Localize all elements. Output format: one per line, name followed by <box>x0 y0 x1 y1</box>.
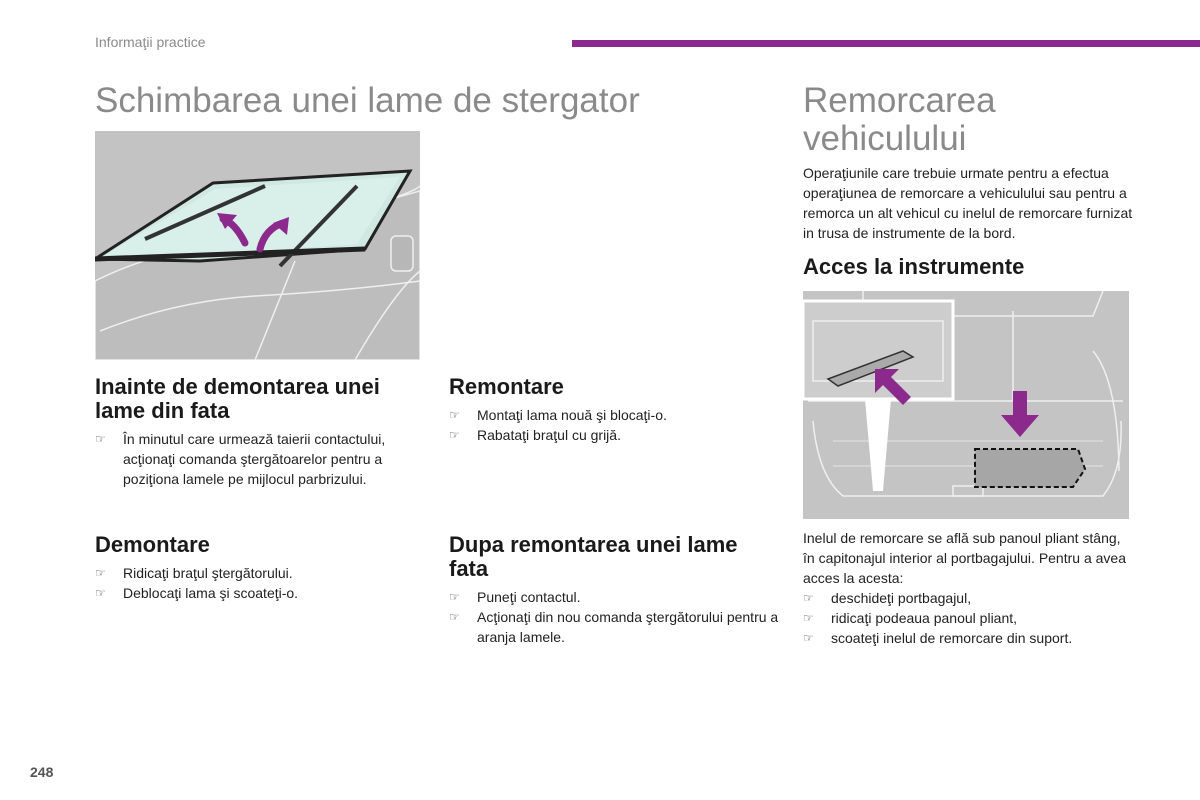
pointing-hand-icon: ☞ <box>449 408 460 422</box>
pointing-hand-icon: ☞ <box>95 586 106 600</box>
list-item <box>95 563 425 583</box>
remove-list <box>95 563 425 603</box>
before-heading: Inainte de demontarea unei lame din fata <box>95 374 380 423</box>
refit-heading: Remontare <box>449 374 564 399</box>
pointing-hand-icon: ☞ <box>95 566 106 580</box>
remove-heading: Demontare <box>95 532 210 557</box>
page-number: 248 <box>30 764 54 780</box>
list-item <box>449 425 779 445</box>
list-item-text: deschideţi portbagajul, <box>831 590 972 606</box>
list-item-text: ridicaţi podeaua panoul pliant, <box>831 610 1018 626</box>
list-item <box>449 587 779 607</box>
list-item <box>449 405 779 425</box>
list-item-text: Ridicaţi braţul ştergătorului. <box>123 565 293 581</box>
pointing-hand-icon: ☞ <box>803 611 814 625</box>
list-item <box>95 429 425 489</box>
after-list <box>449 587 779 647</box>
list-item-text: scoateţi inelul de remorcare din suport. <box>831 630 1073 646</box>
list-item <box>803 628 1133 648</box>
list-item-text: Rabataţi braţul cu grijă. <box>477 427 621 443</box>
list-item-text: În minutul care urmează taierii contactului, acţionaţi comanda ştergătoarelor pentru a poziţiona lamele pe mijlocul parbrizului. <box>123 431 386 487</box>
towing-title: Remorcarea vehiculului <box>803 81 996 158</box>
access-list <box>803 588 1133 648</box>
access-text: Inelul de remorcare se află sub panoul pliant stâng, în capitonajul interior al portbagajului. Pentru a avea acces la acesta: <box>803 530 1126 586</box>
pointing-hand-icon: ☞ <box>95 432 106 446</box>
list-item-text: Puneţi contactul. <box>477 589 581 605</box>
access-heading: Acces la instrumente <box>803 254 1025 279</box>
list-item <box>449 607 779 647</box>
refit-list <box>449 405 779 445</box>
before-list <box>95 429 425 489</box>
list-item-text: Acţionaţi din nou comanda ştergătorului pentru a aranja lamele. <box>477 609 779 645</box>
towing-intro: Operaţiunile care trebuie urmate pentru a efectua operaţiunea de remorcare a vehiculului sau pentru a remorca un alt vehicul cu inelul de remorcare furnizat in trusa de instrumente de la bord. <box>803 165 1133 241</box>
pointing-hand-icon: ☞ <box>449 610 460 624</box>
pointing-hand-icon: ☞ <box>803 631 814 645</box>
pointing-hand-icon: ☞ <box>803 591 814 605</box>
section-label: Informaţii practice <box>95 34 206 50</box>
pointing-hand-icon: ☞ <box>449 428 460 442</box>
list-item-text: Montaţi lama nouă şi blocaţi-o. <box>477 407 667 423</box>
list-item <box>803 608 1133 628</box>
windshield-illustration <box>95 131 420 360</box>
after-heading: Dupa remontarea unei lame fata <box>449 532 738 581</box>
list-item-text: Deblocaţi lama şi scoateţi-o. <box>123 585 299 601</box>
wiper-title: Schimbarea unei lame de stergator <box>95 81 640 120</box>
header-accent-bar <box>572 40 1200 47</box>
pointing-hand-icon: ☞ <box>449 590 460 604</box>
list-item <box>803 588 1133 608</box>
list-item <box>95 583 425 603</box>
trunk-illustration <box>803 291 1129 519</box>
